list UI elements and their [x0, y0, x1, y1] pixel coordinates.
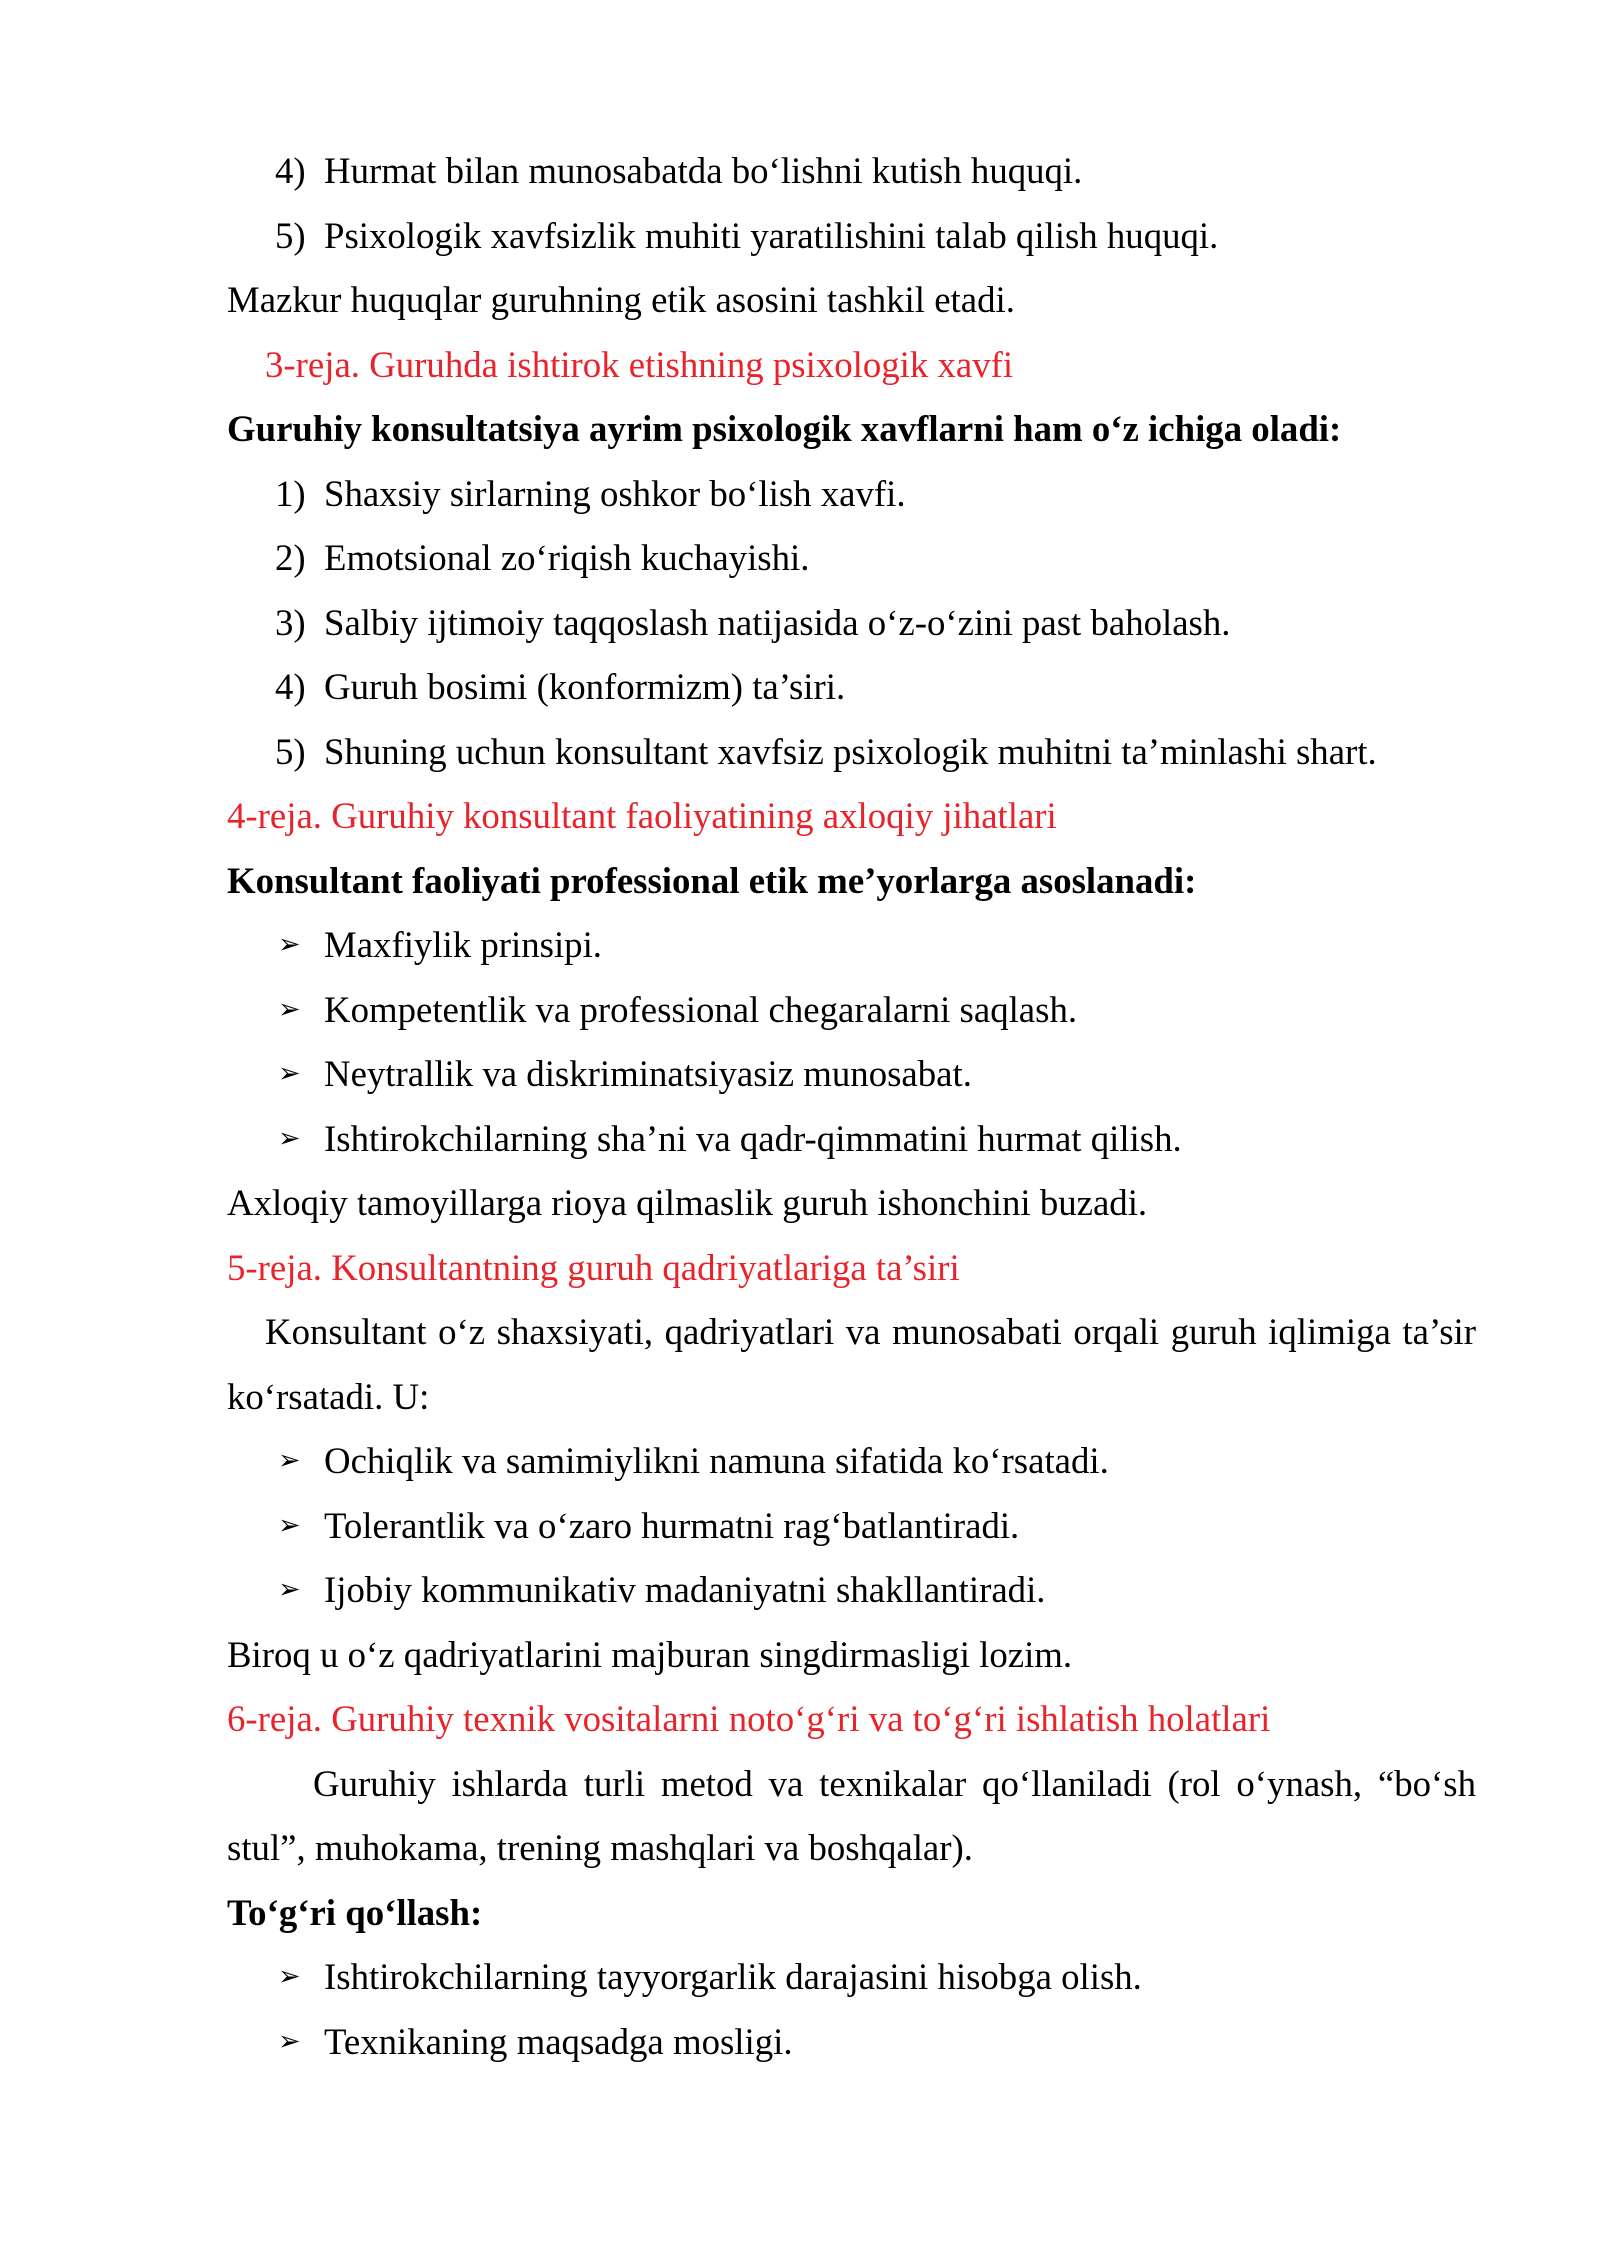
arrow-bullet-icon: ➢ — [278, 1445, 301, 1476]
arrow-bullet-icon: ➢ — [278, 1574, 301, 1605]
section-4-heading: 4-reja. Guruhiy konsultant faoliyatining axloqiy jihatlari — [227, 795, 1057, 836]
bullet-item-text: Texnikaning maqsadga mosligi. — [324, 2020, 793, 2062]
bullet-item-text: Maxfiylik prinsipi. — [324, 924, 603, 965]
list-number: 5) — [275, 214, 306, 256]
rights-summary-paragraph: Mazkur huquqlar guruhning etik asosini tashkil etadi. — [227, 279, 1015, 320]
bullet-item — [227, 1945, 1476, 2010]
bullet-item — [227, 2010, 1476, 2075]
list-item — [227, 204, 1476, 269]
list-item — [227, 655, 1476, 720]
bullet-item-text: Ishtirokchilarning tayyorgarlik darajasini hisobga olish. — [324, 1956, 1142, 1997]
arrow-bullet-icon: ➢ — [278, 1122, 301, 1154]
list-item — [227, 720, 1476, 785]
list-item-text: Hurmat bilan munosabatda bo‘lishni kutish huquqi. — [324, 150, 1083, 191]
section-6-intro-line: Guruhiy ishlarda turli metod va texnikalar qo‘llaniladi (rol o‘ynash, “bo‘sh — [313, 1762, 1476, 1804]
section-6-heading: 6-reja. Guruhiy texnik vositalarni noto‘g‘ri va to‘g‘ri ishlatish holatlari — [227, 1698, 1271, 1739]
list-number: 4) — [275, 666, 306, 707]
bullet-item-text: Ochiqlik va samimiylikni namuna sifatida ko‘rsatadi. — [324, 1440, 1109, 1481]
bullet-item — [227, 1494, 1476, 1559]
section-5-intro-line: Konsultant o‘z shaxsiyati, qadriyatlari va munosabati orqali guruh iqlimiga ta’sir — [265, 1311, 1476, 1352]
bullet-item — [227, 1107, 1476, 1172]
arrow-bullet-icon: ➢ — [278, 2025, 301, 2057]
bullet-item-text: Tolerantlik va o‘zaro hurmatni rag‘batlantiradi. — [324, 1504, 1020, 1546]
list-number: 3) — [275, 601, 306, 643]
section-4-lead: Konsultant faoliyati professional etik me’yorlarga asoslanadi: — [227, 859, 1197, 901]
list-number: 5) — [275, 730, 306, 772]
list-item — [227, 139, 1476, 204]
list-item-text: Emotsional zo‘riqish kuchayishi. — [324, 537, 810, 578]
bullet-item — [227, 913, 1476, 978]
bullet-item-text: Ijobiy kommunikativ madaniyatni shakllantiradi. — [324, 1569, 1046, 1610]
section-3-heading: 3-reja. Guruhda ishtirok etishning psixologik xavfi — [265, 343, 1014, 385]
list-item — [227, 526, 1476, 591]
bullet-item — [227, 1042, 1476, 1107]
list-item-text: Guruh bosimi (konformizm) ta’siri. — [324, 666, 846, 707]
arrow-bullet-icon: ➢ — [278, 1961, 301, 1992]
bullet-item-text: Ishtirokchilarning sha’ni va qadr-qimmatini hurmat qilish. — [324, 1117, 1182, 1159]
list-item — [227, 591, 1476, 656]
section-6-lead: To‘g‘ri qo‘llash: — [227, 1891, 483, 1933]
section-4-closing: Axloqiy tamoyillarga rioya qilmaslik guruh ishonchini buzadi. — [227, 1182, 1148, 1223]
section-5-intro-line: ko‘rsatadi. U: — [227, 1375, 430, 1417]
list-item-text: Salbiy ijtimoiy taqqoslash natijasida o‘z-o‘zini past baholash. — [324, 601, 1231, 643]
arrow-bullet-icon: ➢ — [278, 929, 301, 960]
bullet-item — [227, 1429, 1476, 1494]
bullet-item — [227, 978, 1476, 1043]
list-number: 4) — [275, 150, 306, 191]
bullet-item — [227, 1558, 1476, 1623]
arrow-bullet-icon: ➢ — [278, 993, 301, 1025]
list-item-text: Shaxsiy sirlarning oshkor bo‘lish xavfi. — [324, 472, 906, 514]
bullet-item-text: Neytrallik va diskriminatsiyasiz munosabat. — [324, 1053, 972, 1094]
list-item — [227, 462, 1476, 527]
list-number: 1) — [275, 472, 306, 514]
bullet-item-text: Kompetentlik va professional chegaralarni saqlash. — [324, 988, 1078, 1030]
list-item-text: Psixologik xavfsizlik muhiti yaratilishini talab qilish huquqi. — [324, 214, 1219, 256]
arrow-bullet-icon: ➢ — [278, 1509, 301, 1541]
arrow-bullet-icon: ➢ — [278, 1058, 301, 1089]
list-number: 2) — [275, 537, 306, 578]
page-content — [227, 139, 1476, 2074]
section-5-closing: Biroq u o‘z qadriyatlarini majburan singdirmasligi lozim. — [227, 1633, 1073, 1675]
section-3-lead: Guruhiy konsultatsiya ayrim psixologik xavflarni ham o‘z ichiga oladi: — [227, 408, 1342, 449]
section-5-heading: 5-reja. Konsultantning guruh qadriyatlariga ta’siri — [227, 1246, 960, 1288]
list-item-text: Shuning uchun konsultant xavfsiz psixologik muhitni ta’minlashi shart. — [324, 730, 1377, 772]
section-6-intro-line: stul”, muhokama, trening mashqlari va boshqalar). — [227, 1827, 973, 1868]
